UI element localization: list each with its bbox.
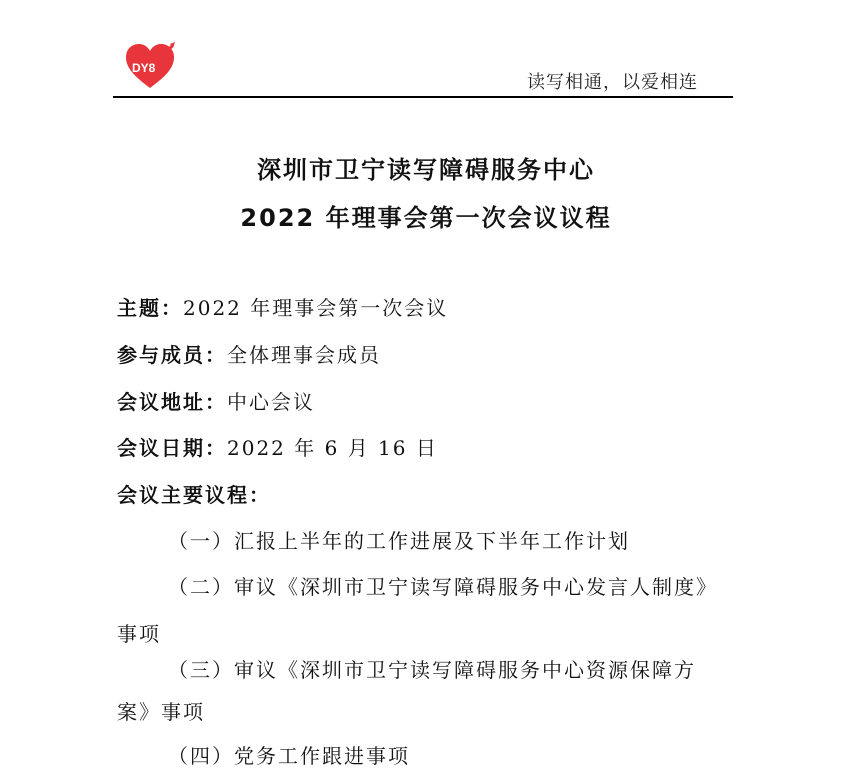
field-location bbox=[117, 386, 315, 415]
field-value: 2022 年理事会第一次会议 bbox=[183, 296, 449, 320]
field-value: 中心会议 bbox=[227, 390, 315, 414]
field-label: 主题： bbox=[117, 296, 183, 320]
header-divider bbox=[113, 96, 733, 98]
heart-logo-icon bbox=[124, 40, 176, 92]
field-value: 全体理事会成员 bbox=[227, 343, 381, 367]
agenda-item-2: （二）审议《深圳市卫宁读写障碍服务中心发言人制度》 bbox=[168, 575, 718, 599]
field-value: 2022 年 6 月 16 日 bbox=[227, 436, 438, 460]
field-topic bbox=[117, 292, 448, 321]
doc-title-line2: 2022 年理事会第一次会议议程 bbox=[240, 204, 612, 232]
field-label: 会议地址： bbox=[117, 390, 227, 414]
field-date bbox=[117, 432, 438, 461]
field-label: 会议日期： bbox=[117, 436, 227, 460]
agenda-item-3: （三）审议《深圳市卫宁读写障碍服务中心资源保障方 bbox=[168, 658, 696, 682]
agenda-item-2-cont: 事项 bbox=[117, 622, 161, 646]
agenda-item-4: （四）党务工作跟进事项 bbox=[168, 744, 410, 768]
agenda-item-1: （一）汇报上半年的工作进展及下半年工作计划 bbox=[168, 529, 630, 553]
field-participants bbox=[117, 339, 381, 368]
doc-title-line1: 深圳市卫宁读写障碍服务中心 bbox=[257, 156, 595, 184]
header-slogan: 读写相通，以爱相连 bbox=[527, 72, 698, 93]
agenda-item-3-cont: 案》事项 bbox=[117, 700, 205, 724]
logo-text: DY8 bbox=[132, 61, 156, 75]
field-label: 参与成员： bbox=[117, 343, 227, 367]
agenda-heading: 会议主要议程： bbox=[117, 483, 271, 507]
